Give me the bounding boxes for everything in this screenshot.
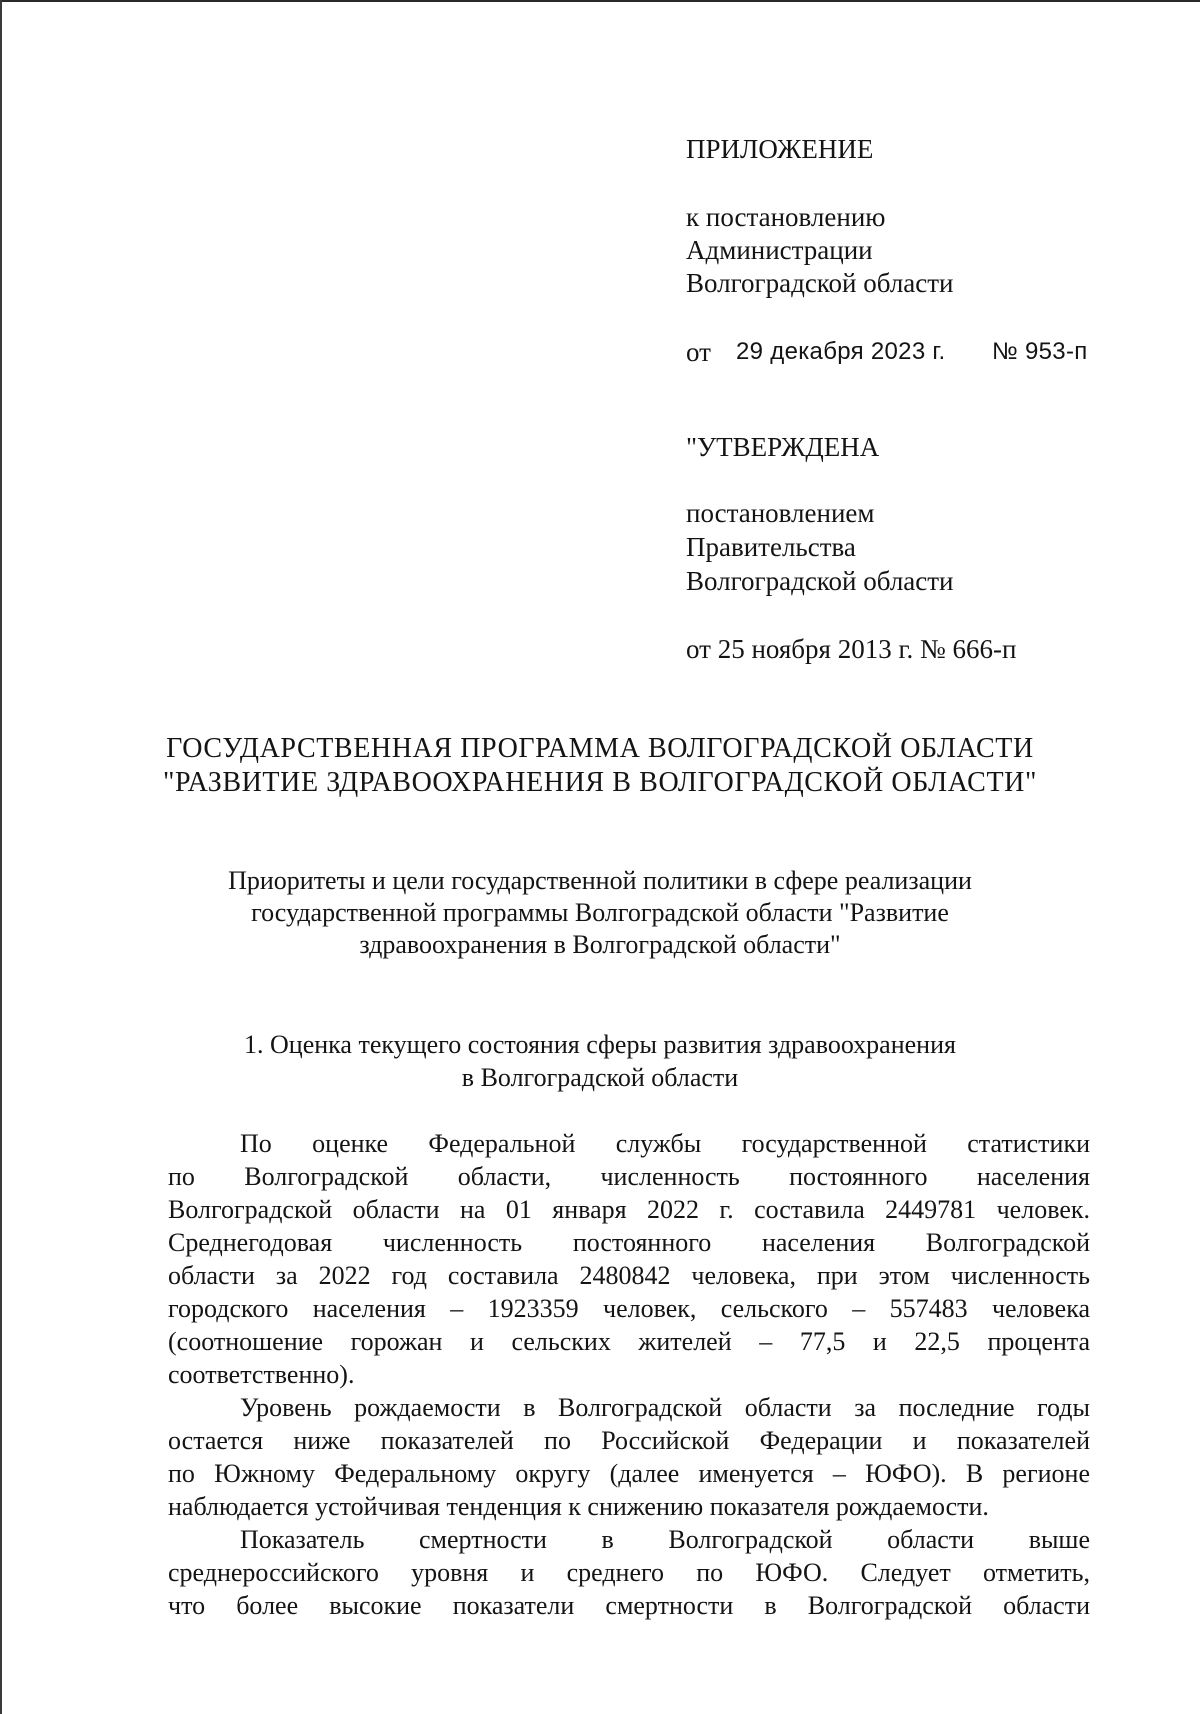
paragraph-line: Показатель смертности в Волгоградской области выше — [240, 1525, 1090, 1554]
priorities-heading-line-2: государственной программы Волгоградской области "Развитие — [251, 898, 949, 927]
section-1-heading-line-1: 1. Оценка текущего состояния сферы развития здравоохранения — [244, 1030, 956, 1059]
section-1-heading-line-2: в Волгоградской области — [461, 1063, 739, 1092]
paragraph-line: по Волгоградской области, численность постоянного населения — [168, 1162, 1090, 1191]
paragraph-line: Уровень рождаемости в Волгоградской области за последние годы — [240, 1393, 1090, 1422]
page-edge-left — [0, 0, 2, 1714]
paragraph-birth-rate — [168, 1391, 1090, 1523]
paragraph-line: По оценке Федеральной службы государственной статистики — [240, 1129, 1090, 1158]
approved-by-line-2: Правительства — [686, 532, 856, 562]
appendix-to-line-3: Волгоградской области — [686, 268, 954, 298]
paragraph-line: области за 2022 год составила 2480842 человека, при этом численность — [168, 1261, 1090, 1290]
paragraph-population — [168, 1127, 1090, 1391]
paragraph-line: среднероссийского уровня и среднего по ЮФО. Следует отметить, — [168, 1558, 1090, 1587]
appendix-date-prefix: от — [686, 337, 711, 367]
appendix-date: 29 декабря 2023 г. — [736, 338, 946, 365]
paragraph-line: городского населения – 1923359 человек, сельского – 557483 человека — [168, 1294, 1090, 1323]
appendix-number: № 953-п — [992, 338, 1088, 365]
paragraph-line: соответственно). — [168, 1360, 355, 1389]
paragraph-line: по Южному Федеральному округу (далее именуется – ЮФО). В регионе — [168, 1459, 1090, 1488]
priorities-heading-line-1: Приоритеты и цели государственной политики в сфере реализации — [228, 866, 972, 895]
paragraph-line: Волгоградской области на 01 января 2022 г. составила 2449781 человек. — [168, 1195, 1090, 1224]
paragraph-line: что более высокие показатели смертности в Волгоградской области — [168, 1591, 1090, 1620]
paragraph-line: остается ниже показателей по Российской Федерации и показателей — [168, 1426, 1090, 1455]
priorities-heading-line-3: здравоохранения в Волгоградской области" — [359, 930, 841, 959]
appendix-heading: ПРИЛОЖЕНИЕ — [686, 134, 874, 164]
program-title-line-1: ГОСУДАРСТВЕННАЯ ПРОГРАММА ВОЛГОГРАДСКОЙ ОБЛАСТИ — [166, 733, 1034, 764]
appendix-to-line-2: Администрации — [686, 235, 873, 265]
paragraph-line: (соотношение горожан и сельских жителей – 77,5 и 22,5 процента — [168, 1327, 1090, 1356]
paragraph-line: Среднегодовая численность постоянного населения Волгоградской — [168, 1228, 1090, 1257]
appendix-to-line-1: к постановлению — [686, 202, 886, 232]
paragraph-line: наблюдается устойчивая тенденция к снижению показателя рождаемости. — [168, 1492, 989, 1521]
program-title-line-2: "РАЗВИТИЕ ЗДРАВООХРАНЕНИЯ В ВОЛГОГРАДСКОЙ ОБЛАСТИ" — [162, 767, 1038, 798]
paragraph-mortality — [168, 1523, 1090, 1622]
approved-by-line-1: постановлением — [686, 498, 875, 528]
approved-date-line: от 25 ноября 2013 г. № 666-п — [686, 634, 1017, 664]
approved-heading: "УТВЕРЖДЕНА — [686, 432, 880, 462]
page-edge-top — [0, 0, 1200, 2]
body-text — [168, 1127, 1090, 1622]
approved-by-line-3: Волгоградской области — [686, 566, 954, 596]
